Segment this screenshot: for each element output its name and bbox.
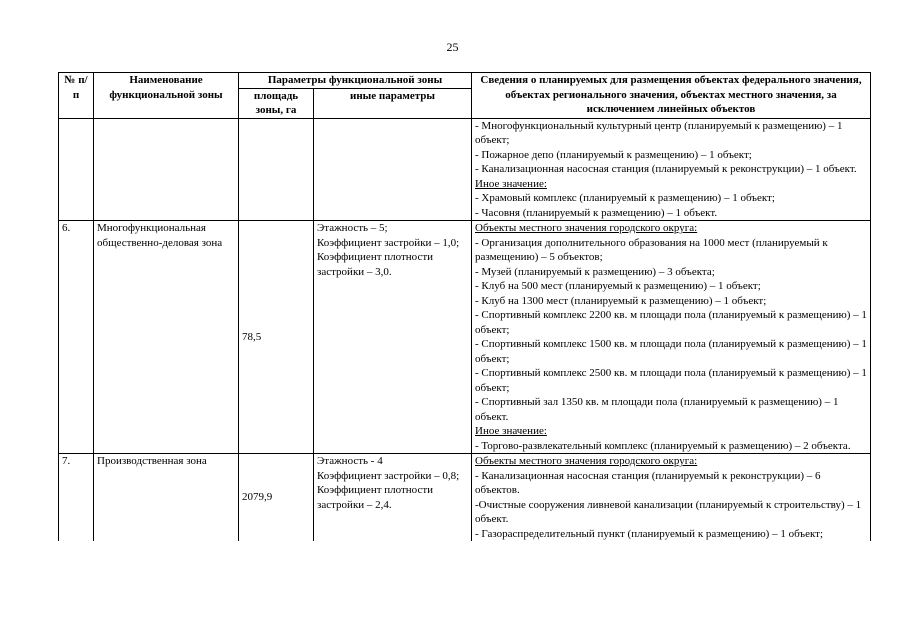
table-row-7 [59,454,871,542]
header-objects-info: Сведения о планируемых для размещения объектах федерального значения, объектах регионального значения, объектах местного значения, за исключением линейных объектов [472,73,871,119]
param-line: Этажность – 5; [317,222,388,234]
row-num: 6. [59,221,94,454]
object-line: - Газораспределительный пункт (планируемый к размещению) – 1 объект; [475,527,824,540]
object-line: - Клуб на 1300 мест (планируемый к размещению) – 1 объект; [475,294,767,307]
zone-name: Многофункциональная общественно-деловая зона [94,221,239,454]
zone-area: 78,5 [239,221,314,454]
zone-objects [472,221,871,454]
param-line: Коэффициент застройки – 0,8; [317,469,460,482]
continued-row [59,118,871,221]
object-line: - Канализационная насосная станция (планируемый к реконструкции) – 6 объектов. [475,469,821,496]
page-number: 25 [446,40,459,54]
zones-table [58,72,871,541]
object-line: - Клуб на 500 мест (планируемый к размещению) – 1 объект; [475,280,761,292]
cont-objects-cell [472,118,871,221]
other-heading: Иное значение: [475,425,547,437]
object-line: - Спортивный комплекс 1500 кв. м площади пола (планируемый к размещению) – 1 объект; [475,338,867,365]
cont-num-cell [59,118,94,221]
param-line: Этажность - 4 [317,455,383,467]
object-line: - Часовня (планируемый к размещению) – 1 объект. [475,206,718,219]
zone-objects [472,454,871,542]
object-line: -Очистные сооружения ливневой канализации (планируемый к строительству) – 1 объект. [475,498,862,525]
object-line: - Пожарное депо (планируемый к размещению) – 1 объект; [475,148,752,161]
zone-area: 2079,9 [239,454,314,542]
table-row-6 [59,221,871,454]
object-line: - Храмовый комплекс (планируемый к размещению) – 1 объект; [475,192,775,204]
object-line: - Музей (планируемый к размещению) – 3 объекта; [475,265,715,278]
param-line: Коэффициент застройки – 1,0; [317,236,460,249]
header-row [59,73,871,89]
header-params: Параметры функциональной зоны [239,73,472,89]
row-num: 7. [59,454,94,542]
zone-name: Производственная зона [94,454,239,542]
param-line: Коэффициент плотности застройки – 3,0. [317,251,434,278]
object-line: - Многофункциональный культурный центр (планируемый к размещению) – 1 объект; [475,119,843,146]
local-heading: Объекты местного значения городского округа: [475,455,698,467]
header-num: № п/п [59,73,94,119]
zone-params [314,454,472,542]
other-heading: Иное значение: [475,177,547,190]
object-line: - Спортивный зал 1350 кв. м площади пола (планируемый к размещению) – 1 объект. [475,396,839,423]
local-heading: Объекты местного значения городского округа: [475,222,698,234]
cont-name-cell [94,118,239,221]
param-line: Коэффициент плотности застройки – 2,4. [317,484,434,511]
header-other-params: иные параметры [314,88,472,118]
object-line: - Организация дополнительного образования на 1000 мест (планируемый к размещению) – 5 объектов; [475,236,828,263]
object-line: - Торгово-развлекательный комплекс (планируемый к размещению) – 2 объекта. [475,439,851,452]
object-line: - Спортивный комплекс 2200 кв. м площади пола (планируемый к размещению) – 1 объект; [475,309,867,336]
cont-area-cell [239,118,314,221]
header-area: площадь зоны, га [239,88,314,118]
object-line: - Канализационная насосная станция (планируемый к реконструкции) – 1 объект. [475,163,857,175]
header-zone-name: Наименование функциональной зоны [94,73,239,119]
object-line: - Спортивный комплекс 2500 кв. м площади пола (планируемый к размещению) – 1 объект; [475,367,867,394]
zone-params [314,221,472,454]
cont-params-cell [314,118,472,221]
